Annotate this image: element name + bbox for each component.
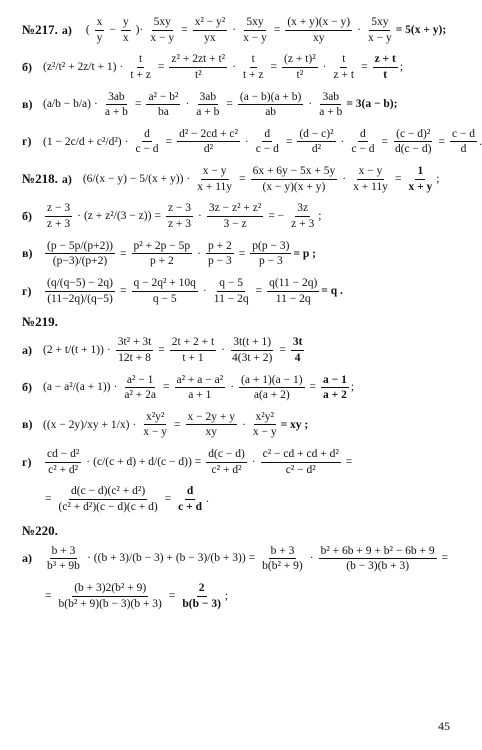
expr: (z + z²/(3 − z)) <box>83 210 152 223</box>
frac: $\frac{y}{x}$ <box>122 16 129 44</box>
expr: (z²/t² + 2z/t + 1) <box>43 61 117 74</box>
label-217v: в) <box>22 97 33 112</box>
expr: ((b + 3)/(b − 3) + (b − 3)/(b + 3)) <box>93 552 246 565</box>
label-217a: а) <box>61 22 72 37</box>
frac: $\frac{\text{x² − y²}}{yx}$ <box>194 16 226 44</box>
label-217g: г) <box>22 134 32 149</box>
result-217a: = 5(x + y); <box>395 23 447 36</box>
row-218a: №218. а) (6/(x − y) − 5/(x + y)) · $\frac{x - y}{x + 11y}$ = $\frac{6x + 6y - 5x + 5y}{(x - y)(x + y)}$ · $\frac{x - y}{x + 11y}$ = $\frac{1}{x + y}$ ; <box>22 165 440 193</box>
frac: $\frac{5xy}{x - y}$ <box>243 16 267 44</box>
frac: $\frac{x}{y}$ <box>96 16 103 44</box>
row-217a: №217. а) ( $\frac{x}{y}$ − $\frac{y}{x}$ )· $\frac{5xy}{x - y}$ = $\frac{\text{x² − y²}}{yx}$ · $\frac{5xy}{x - y}$ = $\frac{(x + y)(x - y)}{xy}$ · $\frac{5xy}{x - y}$ = 5(x + y); <box>22 16 447 44</box>
row-219g: г) $\frac{\text{cd − d²}}{\text{c² + d²}}$ · (c/(c + d) + d/(c − d)) = $\frac{d(c - d)}{\text{c² + d²}}$ · $\frac{\text{c² − cd + cd + d²}}{\text{c² − d²}}$ = <box>22 448 353 476</box>
expr: ((x − 2y)/xy + 1/x) <box>43 418 130 431</box>
expr: (2 + t/(t + 1)) <box>43 344 104 357</box>
expr: (c/(c + d) + d/(c − d)) <box>93 455 192 468</box>
problem-217-header: №217. <box>22 21 58 37</box>
row-220a: а) $\frac{b + 3}{\text{b³ + 9b}}$ · ((b + 3)/(b − 3) + (b − 3)/(b + 3)) = $\frac{b + 3}{\text{b(b² + 9)}}$ · $\frac{\text{b² + 6b + 9 + b² − 6b + 9}}{(b - 3)(b + 3)}$ = <box>22 544 449 573</box>
expr: (a − a²/(a + 1)) <box>43 381 111 394</box>
row-219b: б) (a − a²/(a + 1)) · $\frac{\text{a² − 1}}{\text{a² + 2a}}$ = $\frac{\text{a² + a − a²}}{a + 1}$ · $\frac{(a + 1)(a - 1)}{a(a + 2)}$ = $\frac{a - 1}{a + 2}$ ; <box>22 373 355 402</box>
row-218g: г) $\frac{(q/(q-5) - 2q)}{(11-2q)/(q-5)}$ = $\frac{\text{q − 2q² + 10q}}{q - 5}$ · $\frac{q - 5}{11 - 2q}$ = $\frac{q(11 - 2q)}{11 - 2q}$ = q . <box>22 276 343 305</box>
row-217g: г) (1 − 2c/d + c²/d²) · $\frac{d}{c - d}$ = $\frac{\text{d² − 2cd + c²}}{\text{d²}}$ · $\frac{d}{c - d}$ = $\frac{\text{(d − c)²}}{\text{d²}}$ · $\frac{d}{c - d}$ = $\frac{\text{(c − d)²}}{d(c - d)}$ = $\frac{c - d}{d}$ . <box>22 127 482 156</box>
frac: $\frac{5xy}{x - y}$ <box>367 16 392 44</box>
row-219g-cont: = $\frac{\text{d(c − d)(c² + d²)}}{\text{(c² + d²)(c − d)(c + d)}}$ = $\frac{d}{c + d}$ . <box>45 485 209 514</box>
frac: $\frac{5xy}{x - y}$ <box>150 16 175 44</box>
row-218b: б) $\frac{z - 3}{z + 3}$ · (z + z²/(3 − z)) = $\frac{z - 3}{z + 3}$ · $\frac{\text{3z − z² + z²}}{3 - z}$ = − $\frac{3z}{z + 3}$ ; <box>22 202 322 231</box>
problem-218-header: №218. <box>22 171 58 187</box>
row-218v: в) $\frac{(p - 5p/(p+2))}{(p-3)/(p+2)}$ = $\frac{\text{p² + 2p − 5p}}{p + 2}$ · $\frac{p + 2}{p - 3}$ = $\frac{p(p - 3)}{p - 3}$ = p ; <box>22 239 316 268</box>
row-217b: б) (z²/t² + 2z/t + 1) · $\frac{t}{t + z}$ = $\frac{\text{z² + 2zt + t²}}{\text{t²}}$ · $\frac{t}{t + z}$ = $\frac{\text{(z + t)²}}{\text{t²}}$ · $\frac{t}{z + t}$ = $\frac{z + t}{t}$ ; <box>22 53 404 81</box>
expr: (6/(x − y) − 5/(x + y)) <box>82 172 184 185</box>
expr: (1 − 2c/d + c²/d²) <box>43 135 122 148</box>
frac: $\frac{(x + y)(x - y)}{xy}$ <box>287 16 351 44</box>
page-number: 45 <box>438 719 450 733</box>
row-220a-cont: = $\frac{\text{(b + 3)2(b² + 9)}}{\text{b(b² + 9)(b − 3)(b + 3)}}$ = $\frac{2}{b(b - 3)}$ ; <box>45 581 229 610</box>
label-217b: б) <box>22 59 32 74</box>
row-219a: а) (2 + t/(t + 1)) · $\frac{\text{3t² + 3t}}{12t + 8}$ = $\frac{2t + 2 + t}{t + 1}$ · $\frac{3t(t + 1)}{4(3t + 2)}$ = $\frac{3t}{4}$ <box>22 336 303 364</box>
row-219v: в) ((x − 2y)/xy + 1/x) · $\frac{\text{x²y²}}{x - y}$ = $\frac{x - 2y + y}{xy}$ · $\frac{\text{x²y²}}{x - y}$ = xy ; <box>22 410 309 439</box>
expr: (a/b − b/a) <box>43 98 91 111</box>
row-217v: в) (a/b − b/a) · $\frac{3ab}{a + b}$ = $\frac{\text{a² − b²}}{ba}$ · $\frac{3ab}{a + b}$ = $\frac{(a - b)(a + b)}{ab}$ · $\frac{3ab}{a + b}$ = 3(a − b); <box>22 90 398 119</box>
problem-219-header: №219. <box>22 314 58 330</box>
problem-220-header: №220. <box>22 522 58 538</box>
